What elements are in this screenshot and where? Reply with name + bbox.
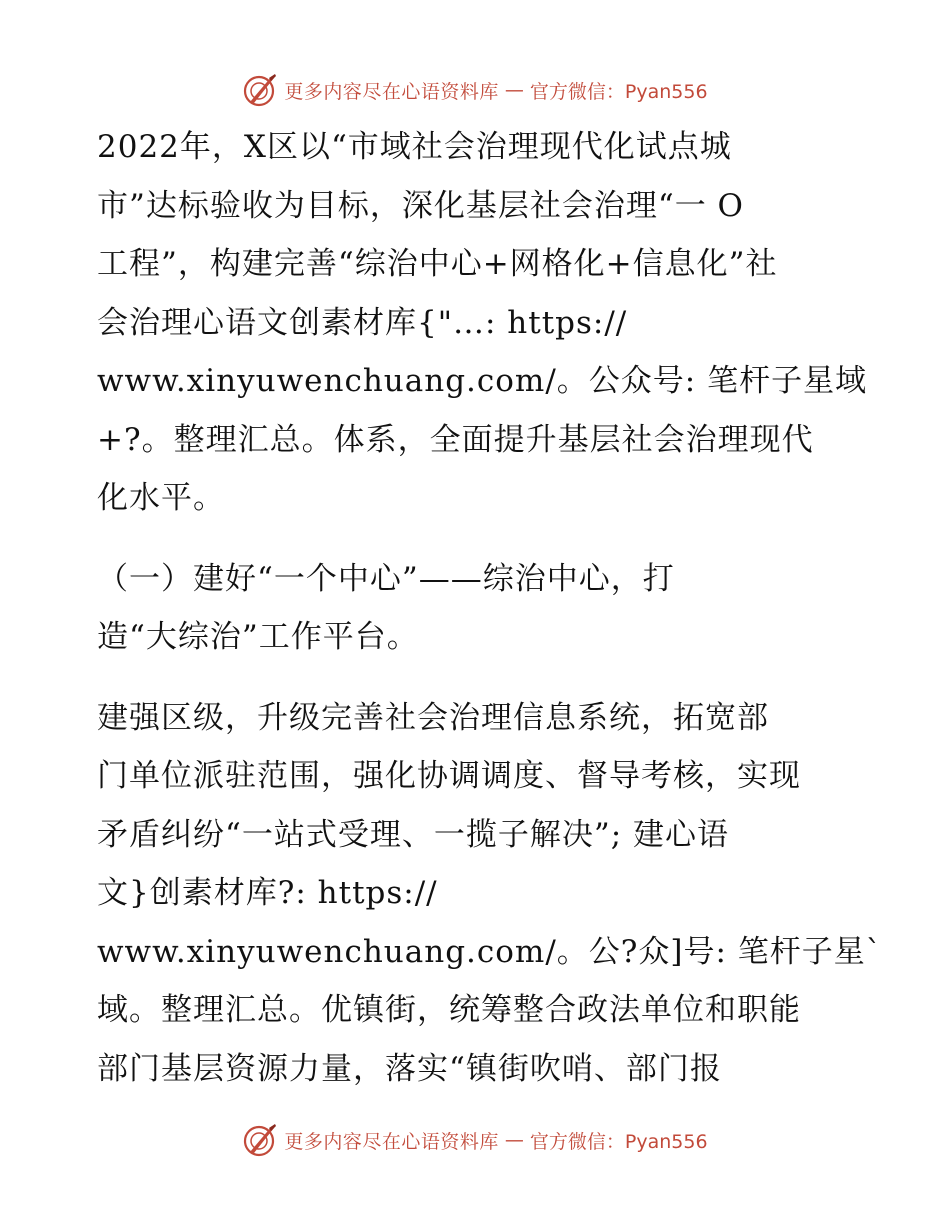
footer-banner-inner xyxy=(242,1122,707,1158)
header-banner-inner xyxy=(242,72,707,108)
paragraph-2 xyxy=(97,689,883,1099)
paragraph-line: www.xinyuwenchuang.com/。公?众]号: 笔杆子星` xyxy=(97,933,883,970)
paragraph-line: 市”达标验收为目标，深化基层社会治理“一 O xyxy=(97,187,744,224)
paragraph-line: 门单位派驻范围，强化协调调度、督导考核，实现 xyxy=(97,758,801,794)
document-body xyxy=(97,118,883,1098)
paragraph-line: 文}创素材库?: https:// xyxy=(97,875,438,911)
quill-logo-icon xyxy=(242,1122,278,1158)
quill-logo-icon xyxy=(242,72,278,108)
footer-banner-separator: — xyxy=(504,1129,524,1151)
header-banner-wechat: 官方微信：Pyan556 xyxy=(529,80,708,103)
paragraph-line: www.xinyuwenchuang.com/。公众号: 笔杆子星域 xyxy=(97,363,868,399)
paragraph-line: +?。整理汇总。体系，全面提升基层社会治理现代 xyxy=(97,421,814,458)
section-heading-1 xyxy=(97,550,857,667)
header-banner xyxy=(0,70,950,110)
footer-banner-text: 更多内容尽在心语资料库 xyxy=(284,1130,499,1153)
paragraph-line: 2022年，X区以“市域社会治理现代化试点城 xyxy=(97,129,732,165)
paragraph-line: 工程”，构建完善“综治中心+网格化+信息化”社 xyxy=(97,246,778,282)
paragraph-line: 化水平。 xyxy=(97,480,225,516)
paragraph-1 xyxy=(97,118,868,528)
heading-line: （一）建好“一个中心”——综治中心，打 xyxy=(97,560,675,597)
paragraph-line: 会治理心语文创素材库{"…: https:// xyxy=(97,304,628,341)
paragraph-line: 建强区级，升级完善社会治理信息系统，拓宽部 xyxy=(97,699,769,736)
paragraph-line: 矛盾纠纷“一站式受理、一揽子解决”; 建心语 xyxy=(97,816,729,853)
paragraph-line: 部门基层资源力量，落实“镇街吹哨、部门报 xyxy=(97,1050,722,1087)
footer-banner-wechat: 官方微信：Pyan556 xyxy=(529,1130,708,1153)
paragraph-line: 域。整理汇总。优镇街，统筹整合政法单位和职能 xyxy=(97,992,801,1028)
heading-line: 造“大综治”工作平台。 xyxy=(97,619,419,655)
header-banner-text: 更多内容尽在心语资料库 xyxy=(284,80,499,103)
header-banner-separator: — xyxy=(504,79,524,101)
footer-banner xyxy=(0,1120,950,1160)
